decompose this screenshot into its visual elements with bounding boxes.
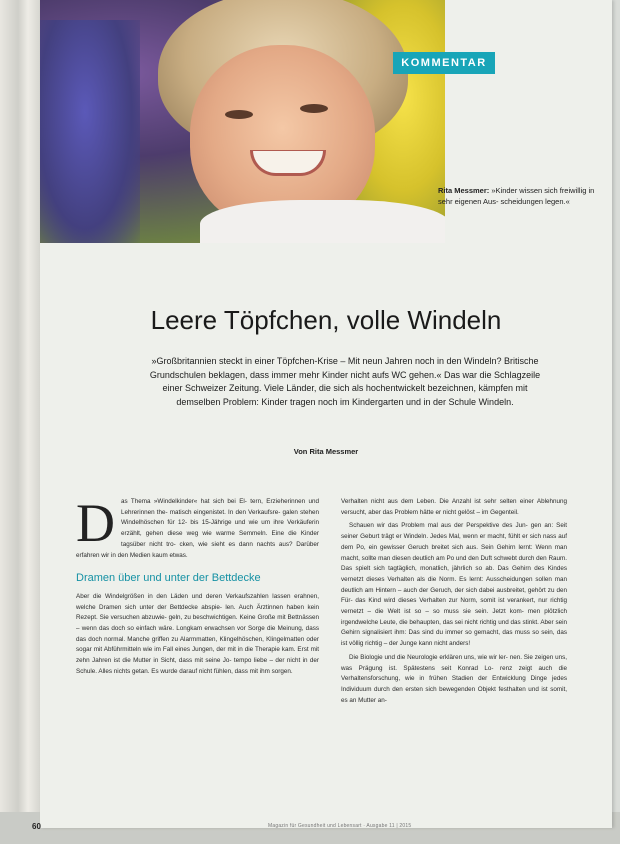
- section-badge: KOMMENTAR: [393, 52, 495, 74]
- article-byline: Von Rita Messmer: [293, 447, 359, 456]
- flowers-left: [40, 20, 140, 243]
- portrait-eye-left: [225, 110, 253, 119]
- page-number: 60: [32, 822, 41, 831]
- portrait-shirt: [200, 200, 445, 243]
- article-teaser: »Großbritannien steckt in einer Töpfchen-Krise – Mit neun Jahren noch in den Windeln? Britische Grundschulen beklagen, dass immer mehr Kinder nicht aufs WC gehen.« Das war die Schlagzeile einer Schweizer Zeitung. Viele Länder, die sich als hochentwickelt bezeichnen, kämpfen mit demselben Problem: Kinder tragen noch im Kindergarten und in der Schule Windeln.: [149, 356, 541, 407]
- intro-paragraph: [76, 493, 319, 561]
- text-column-right: [341, 497, 567, 709]
- article-headline: Leere Töpfchen, volle Windeln: [150, 305, 502, 335]
- intro-text: as Thema »Windelkinder« hat sich bei El- tern, Erzieherinnen und Lehrerinnen the- matisch eingenistet. In den Verkaufsre- galen stehen Windelhöschen für 12- bis 15-Jährige und wie um ihre Verkäuferin erzählt, gehen diese weg wie warme Semmeln. Eine die Kinder tagsüber nicht tro- cken, wie sieht es dann nachts aus? Darüber erfahren wir in den Medien kaum etwas.: [76, 498, 319, 559]
- magazine-page: [40, 0, 612, 828]
- scan-edge-left: [0, 0, 40, 844]
- right-paragraph-3: Die Biologie und die Neurologie erklären uns, wie wir ler- nen. Sie zeigen uns, was Prägung ist. Spätestens seit Konrad Lo- renz zeigt auch die Verhaltensforschung, wie in frühen Stadien der Entwicklung Dinge jedes Individuum durch den ersten sich bewegenden Objekt festhalten und ist somit, es an Mutter an-: [341, 653, 567, 704]
- body-paragraph: Aber die Windelgrößen in den Läden und deren Verkaufszahlen lassen erahnen, welche Dramen sich unter der Bettdecke abspie- len. Auch Ärztinnen haben kein Rezept. Sie versuchen abzuwie- geln, zu beschwichtigen. Keine Große mit Bettnässen – wenn das doch so einfach wäre. Longkam erwachsen vor Sorge die Meinung, dass das doch normal. Manche griffen zu Alarmmatten, Klingelhöschen, Klingelmatten oder sogar mit Abführmitteln wie im Fall eines Jungen, der mit in die Therapie kam. Erst mit zehn Jahren ist die Mutter in Sicht, dass mit seine Jo- tempo liebe – der nicht in der Schule. Alles nichts getan. Es wurde darauf nicht fühlen, dass mit ihm sorgen.: [76, 592, 319, 675]
- caption-name: Rita Messmer:: [438, 186, 490, 195]
- portrait-eye-right: [300, 104, 328, 113]
- text-column-left: [76, 493, 319, 681]
- section-subhead: Dramen über und unter der Bettdecke: [76, 572, 261, 585]
- footer-publication: Magazin für Gesundheit und Lebensart · Ausgabe 11 | 2015: [268, 823, 412, 829]
- author-photo: [40, 0, 445, 243]
- drop-cap: D: [76, 493, 115, 553]
- photo-caption: [438, 186, 598, 207]
- right-paragraph-2: Schauen wir das Problem mal aus der Perspektive des Jun- gen an: Seit seiner Geburt trägt er Windeln. Jedes Mal, wenn er macht, fühlt er sich nass auf dem Po, ein gewisser Geruch breitet sich aus. Sein Gehirn lernt: Wenn man macht, sollte man diesen deutlich am Po und den Duft schwebt durch den Raum. Das spielt sich tagtäglich, monatlich, jährlich so ab. Das Gehirn des Kindes vernetzt dieses Verhalten als die Norm. Es lernt: Ausscheidungen sollen man deutlich am Hintern – auch der Geruch, der sich dabei ausbreitet, gehört zu den Für- das Kind wird dieses Verhalten zur Norm, somit ist verankert, nur richtig vernetzt – die Welt ist so – so muss sie sein. Jetzt kom- men plötzlich irgendwelche Leute, die behaupten, das sei nicht richtig und das stinkt. Aber sein Gehirn signalisiert ihm: Das sind du immer so gemacht, das muss so sein, das ist völlig richtig – der Junge kann nicht anders!: [341, 522, 567, 648]
- caption-text: »Kinder wissen sich freiwillig in sehr eigenen Aus- scheidungen legen.«: [438, 186, 595, 206]
- right-paragraph-1: Verhalten nicht aus dem Leben. Die Anzahl ist sehr selten einer Ablehnung versucht, aber das Problem hätte er nicht gelöst – im Gegenteil.: [341, 498, 567, 516]
